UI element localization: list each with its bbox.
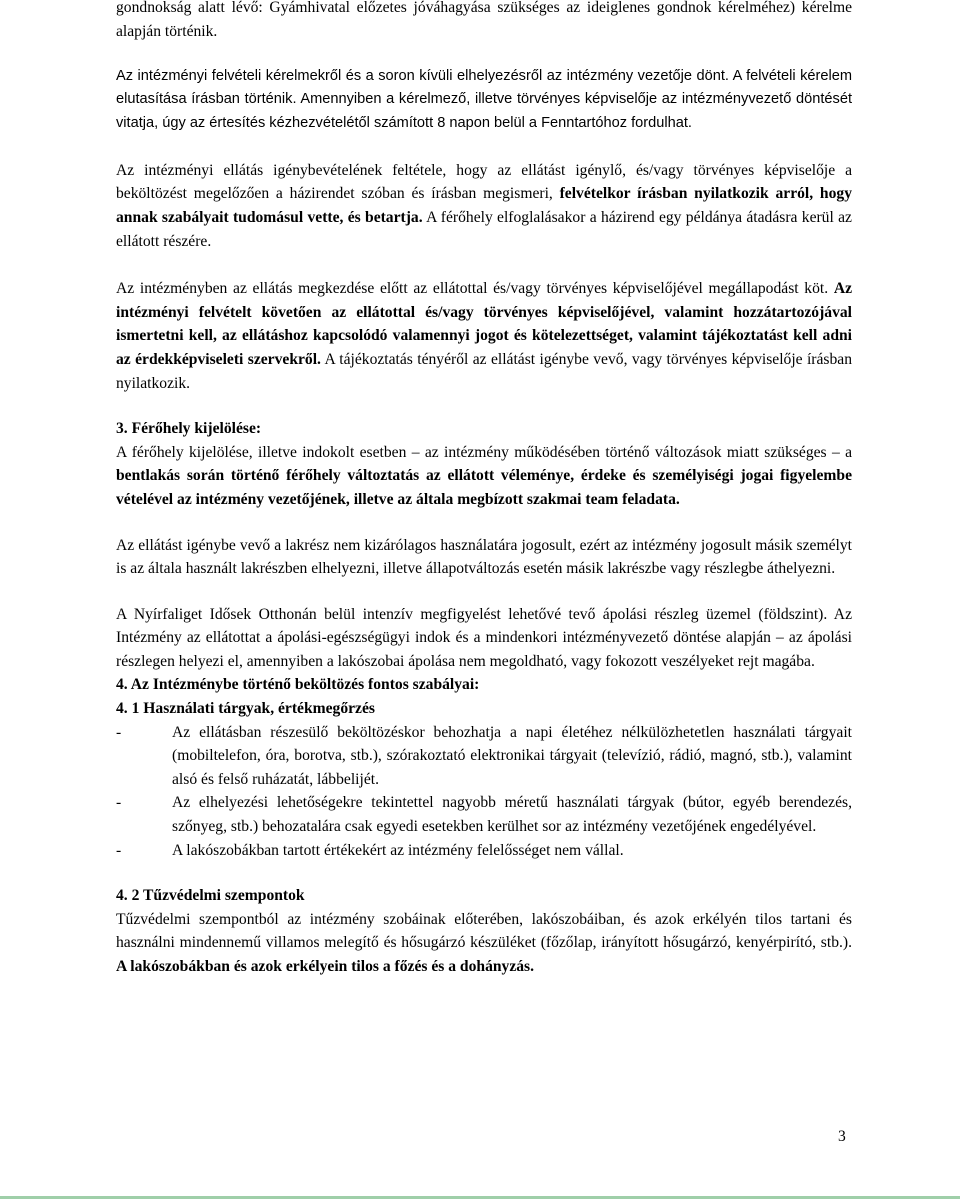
list-item-text: Az ellátásban részesülő beköltözéskor behozhatja a napi életéhez nélkülözhetetlen használati tárgyait (mobiltelefon, óra, borotva, stb.), szórakoztató elektronikai tárgyait (televízió, rádió, magnó, stb.), valamint alsó és felső ruházatát, lábbelijét. [172,723,852,788]
text-run: Az intézményben az ellátás megkezdése előtt az ellátottal és/vagy törvényes képviselőjével megállapodást köt. [116,280,834,298]
list-item-text: A lakószobákban tartott értékekért az intézmény felelősséget nem vállal. [172,841,624,859]
paragraph-agreement [116,277,852,395]
list-item [116,839,852,863]
dash-marker: - [116,794,122,812]
bold-run: felvételkor írásban nyilatkozik arról, hogy annak szabályait tudomásul vette, és betartja. [116,185,852,226]
bold-run: A lakószobákban és azok erkélyein tilos a főzés és a dohányzás. [116,958,535,976]
text-run: A férőhely kijelölése, illetve indokolt esetben – az intézmény működésében történő változások miatt szükséges – a [116,443,852,461]
dash-marker: - [116,841,122,859]
bold-run: bentlakás során történő férőhely változtatás az ellátott véleménye, érdeke és személyiségi jogai figyelembe vételével az intézmény vezetőjének, illetve az általa megbízott szakmai team feladata. [116,467,852,508]
text-run: A férőhely elfoglalásakor a házirend egy példánya átadásra kerül az ellátott részére. [116,208,852,250]
list-item [116,721,852,792]
paragraph-fire-safety [116,908,852,979]
paragraph-house-rules [116,159,852,253]
section-heading-4-2: 4. 2 Tűzvédelmi szempontok [116,887,305,905]
page-number: 3 [838,1128,846,1145]
dash-marker: - [116,723,122,741]
paragraph-room-use: Az ellátást igénybe vevő a lakrész nem kizárólagos használatára jogosult, ezért az intézmény jogosult másik személyt is az általa használt lakrészben elhelyezni, illetve állapotváltozás esetén másik lakrészbe vagy részlegbe áthelyezni. [116,536,852,578]
footer-divider [0,1196,960,1199]
section-heading-3: 3. Férőhely kijelölése: [116,420,262,438]
bold-run: Az intézményi felvételt követően az ellátottal és/vagy törvényes képviselőjével, valamint hozzátartozójával ismertetni kell, az ellátáshoz kapcsolódó valamennyi jogot és kötelezettséget, valamint tájékoztatást kell adni az érdekképviseleti szervekről. [116,280,852,368]
paragraph-admission-decision: Az intézményi felvételi kérelmekről és a soron kívüli elhelyezésről az intézmény vezetője dönt. A felvételi kérelem elutasítása írásban történik. Amennyiben a kérelmező, illetve törvényes képviselője az intézményvezető döntését vitatja, úgy az értesítés kézhezvételétől számított 8 napon belül a Fenntartóhoz fordulhat. [116,68,852,131]
section-heading-4-1: 4. 1 Használati tárgyak, értékmegőrzés [116,700,375,718]
list-item [116,791,852,838]
document-page [116,0,852,979]
belongings-list [116,721,852,863]
list-item-text: Az elhelyezési lehetőségekre tekintettel nagyobb méretű használati tárgyak (bútor, egyéb berendezés, szőnyeg, stb.) behozatalára csak egyedi esetekben kerülhet sor az intézmény vezetőjének engedélyével. [172,794,852,836]
text-run: A tájékoztatás tényéről az ellátást igénybe vevő, vagy törvényes képviselője írásban nyilatkozik. [116,350,853,392]
text-run: Az intézményi ellátás igénybevételének feltétele, hogy az ellátást igénylő, és/vagy törvényes képviselője a beköltözést megelőzően a házirendet szóban és írásban megismeri, [116,161,852,203]
paragraph-room-assignment [116,441,852,512]
paragraph-care-unit: A Nyírfaliget Idősek Otthonán belül intenzív megfigyelést lehetővé tevő ápolási részleg üzemel (földszint). Az Intézmény az ellátottat a ápolási-egészségügyi indok és a mindenkori intézményvezető döntése alapján – az ápolási részlegen helyezi el, amennyiben a lakószobai ápolása nem megoldható, vagy fokozott veszélyeket rejt magába. [116,605,852,670]
text-run: Tűzvédelmi szempontból az intézmény szobáinak előterében, lakószobáiban, és azok erkélyén tilos tartani és használni mindennemű villamos melegítő és hősugárzó készüléket (főzőlap, irányított hősugárzó, kenyérpirító, stb.). [116,910,852,952]
paragraph-guardian-approval: gondnokság alatt lévő: Gyámhivatal előzetes jóváhagyása szükséges az ideiglenes gondnok kérelméhez) kérelme alapján történik. [116,0,852,40]
section-heading-4: 4. Az Intézménybe történő beköltözés fontos szabályai: [116,676,480,694]
